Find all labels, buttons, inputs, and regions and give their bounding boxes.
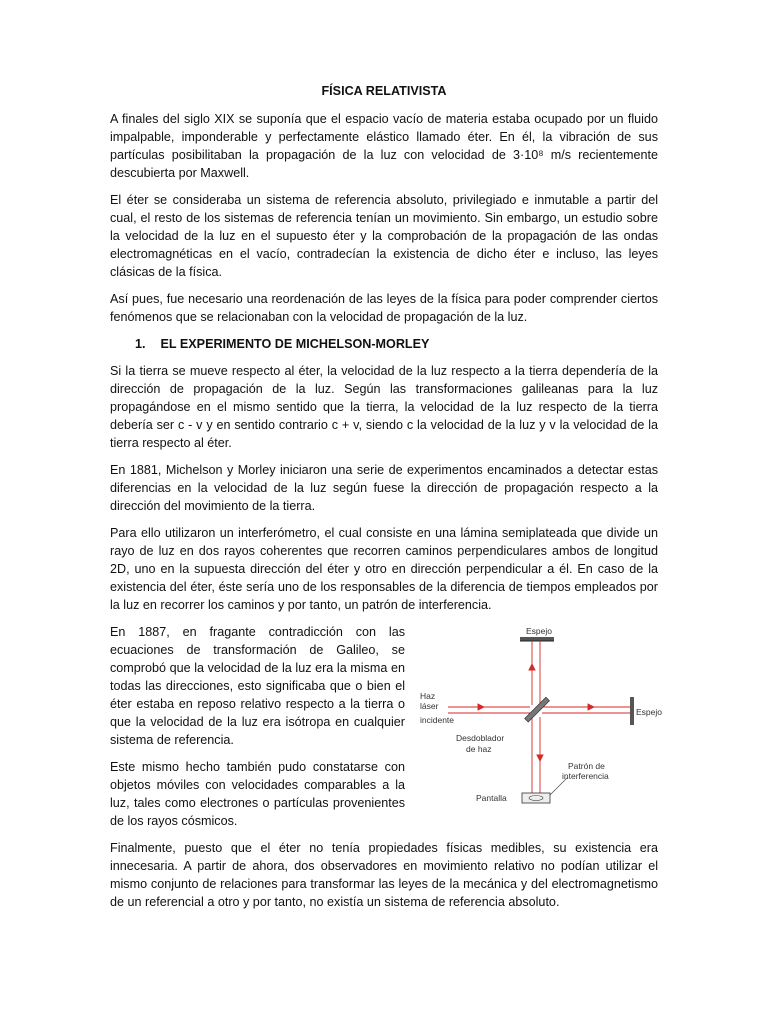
- label-pattern-1: Patrón de: [568, 761, 605, 771]
- label-splitter-2: de haz: [466, 744, 492, 754]
- page-title: FÍSICA RELATIVISTA: [321, 84, 447, 98]
- section-title: EL EXPERIMENTO DE MICHELSON-MORLEY: [160, 337, 430, 351]
- float-paragraph-2: Este mismo hecho también pudo constatarse con objetos móviles con velocidades comparables a la luz, tales como electrones o partículas provenientes de los rayos cósmicos.: [110, 760, 405, 828]
- label-laser-3: incidente: [420, 715, 455, 725]
- label-pattern-2: interferencia: [562, 771, 609, 781]
- conclusion-paragraph: Finalmente, puesto que el éter no tenía propiedades físicas medibles, su existencia era innecesaria. A partir de ahora, dos observadores en movimiento relativo no podían utilizar el mismo conjunto de relaciones para transformar las leyes de la mecánica y del electromagnetismo de un referencial a otro y por tanto, no existía un sistema de referencia absoluto.: [110, 841, 658, 909]
- beam-splitter: [525, 697, 550, 722]
- top-mirror: [520, 637, 554, 641]
- intro-paragraph-1: A finales del siglo XIX se suponía que el espacio vacío de materia estaba ocupado por un fluido impalpable, imponderable y perfectamente elástico llamado éter. En él, la vibración de sus partículas posibilitaban la propagación de la luz con velocidad de 3·10⁸ m/s recientemente descubierta por Maxwell.: [110, 112, 658, 180]
- section-number: 1.: [135, 337, 146, 351]
- interferometer-diagram: [418, 625, 662, 815]
- body-paragraph-2: En 1881, Michelson y Morley iniciaron una serie de experimentos encaminados a detectar estas diferencias en la velocidad de la luz según fuese la dirección de propagación respecto a la dirección del movimiento de la tierra.: [110, 463, 658, 513]
- text-with-figure: [110, 623, 662, 839]
- float-paragraph-1: En 1887, en fragante contradicción con las ecuaciones de transformación de Galileo, se comprobó que la velocidad de la luz era la misma en todas las direcciones, esto significaba que o bien el éter estaba en reposo relativo respecto a la tierra o que la velocidad de la luz era isótropa en cualquier sistema de referencia.: [110, 625, 405, 747]
- intro-paragraph-2: El éter se consideraba un sistema de referencia absoluto, privilegiado e inmutable a partir del cual, el resto de los sistemas de referencia tenían un movimiento. Sin embargo, un estudio sobre la velocidad de la luz en el supuesto éter y la comprobación de la propagación de las ondas electromagnéticas en el vacío, contradecían la existencia de dicho éter e incluso, las leyes clásicas de la física.: [110, 193, 658, 279]
- body-paragraph-3: Para ello utilizaron un interferómetro, el cual consiste en una lámina semiplateada que divide un rayo de luz en dos rayos coherentes que recorren caminos perpendiculares ambos de longitud 2D, uno en la supuesta dirección del éter y otro en dirección perpendicular a él. En caso de la existencia del éter, éste sería uno de los responsables de la diferencia de tiempos empleados por la luz en recorrer los caminos y por tanto, un patrón de interferencia.: [110, 526, 658, 612]
- label-splitter-1: Desdoblador: [456, 733, 505, 743]
- label-laser-1: Haz: [420, 691, 436, 701]
- section-heading: [110, 335, 658, 353]
- intro-paragraph-3: Así pues, fue necesario una reordenación de las leyes de la física para poder comprender ciertos fenómenos que se relacionaban con la velocidad de propagación de la luz.: [110, 292, 658, 324]
- label-mirror-right: Espejo: [636, 707, 662, 717]
- document-page: [110, 82, 662, 920]
- right-mirror: [630, 697, 634, 725]
- screen: [522, 793, 550, 803]
- body-paragraph-1: Si la tierra se mueve respecto al éter, la velocidad de la luz respecto a la tierra dependería de la dirección de propagación de la luz. Según las transformaciones galileanas para la luz propagándose en el mismo sentido que la tierra, la velocidad de la luz respecto de la tierra debería ser c - v y en sentido contrario c + v, siendo c la velocidad de la luz y v la velocidad de la tierra respecto al éter.: [110, 364, 658, 450]
- interferometer-figure: [418, 625, 662, 815]
- float-text-column: [110, 623, 405, 839]
- label-mirror-top: Espejo: [526, 626, 552, 636]
- label-screen: Pantalla: [476, 793, 507, 803]
- label-laser-2: láser: [420, 701, 439, 711]
